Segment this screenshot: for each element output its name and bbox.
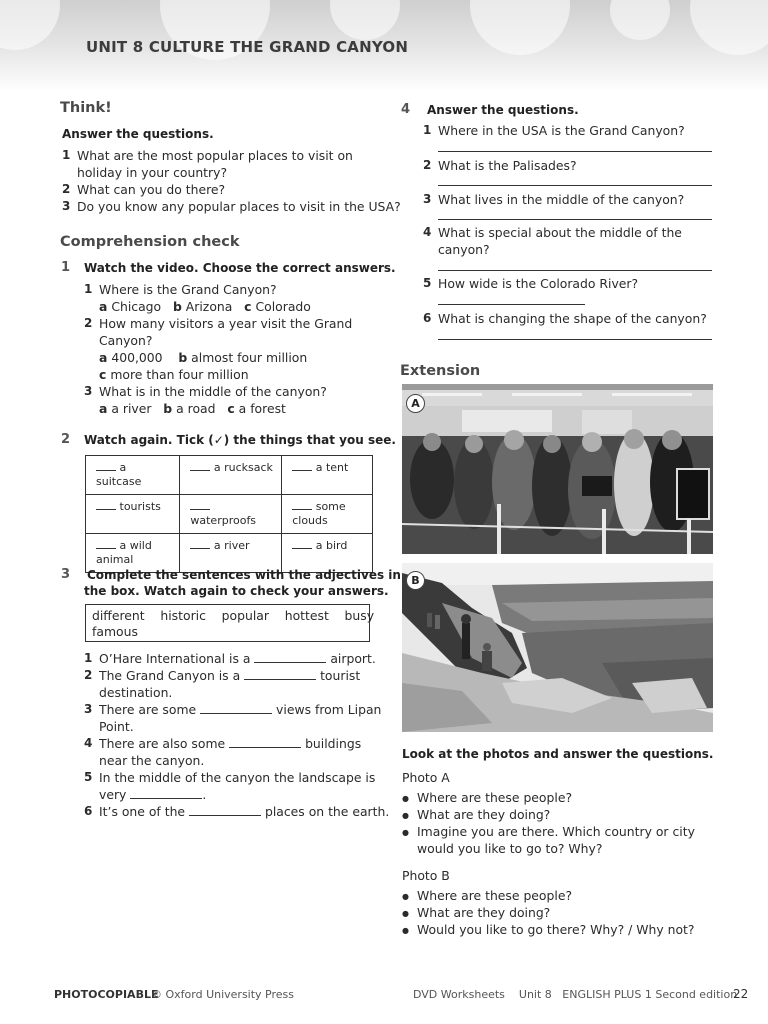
answer-line-2[interactable]: [438, 185, 712, 186]
tick-cell-tourists[interactable]: tourists: [86, 495, 180, 534]
think-instruction: Answer the questions.: [62, 127, 214, 141]
exercise-3-instruction-line-2: the box. Watch again to check your answers.: [84, 584, 389, 598]
answer-line-1[interactable]: [438, 151, 712, 152]
tick-cell-bird[interactable]: a bird: [282, 534, 373, 573]
sentence-2: 2 The Grand Canyon is a tourist destination.: [84, 668, 361, 700]
page-title: UNIT 8 CULTURE THE GRAND CANYON: [86, 38, 409, 56]
blank-1[interactable]: [254, 651, 326, 663]
canyon-landscape-image: [402, 563, 713, 732]
exercise-1-instruction: Watch the video. Choose the correct answers.: [84, 261, 396, 275]
footer-series: DVD Worksheets Unit 8 ENGLISH PLUS 1 Second edition: [413, 988, 738, 1001]
exercise-4-instruction: Answer the questions.: [427, 103, 579, 117]
blank-3[interactable]: [200, 702, 272, 714]
photo-a-airport: [402, 384, 713, 554]
exercise-3-number: 3: [61, 567, 71, 582]
extension-instruction: Look at the photos and answer the questions.: [402, 747, 714, 761]
photo-b-question-1: ● Where are these people?: [417, 887, 572, 904]
adjective-list-line-1: different historic popular hottest busy: [92, 608, 375, 623]
footer-photocopiable: PHOTOCOPIABLE: [54, 988, 159, 1001]
exercise-2-number: 2: [61, 432, 71, 447]
blank-4[interactable]: [229, 736, 301, 748]
exercise-3-instruction-line-1: Complete the sentences with the adjectives in: [87, 568, 401, 582]
tick-cell-rucksack[interactable]: a rucksack: [180, 456, 282, 495]
exercise-1-question-1: 1 Where is the Grand Canyon? a Chicago b Arizona c Colorado: [84, 282, 311, 314]
sentence-6: 6 It’s one of the places on the earth.: [84, 804, 390, 819]
photo-a-question-2: ● What are they doing?: [417, 806, 550, 823]
photo-a-question-3-cont: would you like to go to? Why?: [417, 841, 603, 856]
extension-heading: Extension: [400, 363, 481, 379]
photo-a-label: A: [406, 394, 425, 413]
tick-cell-suitcase[interactable]: a suitcase: [86, 456, 180, 495]
answer-line-3[interactable]: [438, 219, 712, 220]
adjective-box: [85, 604, 375, 642]
exercise-2-instruction: Watch again. Tick (✓) the things that you see.: [84, 433, 396, 447]
think-heading: Think!: [60, 100, 112, 116]
tick-cell-river[interactable]: a river: [180, 534, 282, 573]
comprehension-heading: Comprehension check: [60, 234, 240, 250]
photo-a-question-3: ● Imagine you are there. Which country or city: [417, 823, 695, 840]
exercise-1-question-2: 2 How many visitors a year visit the Grand Canyon? a 400,000 b almost four million c more than four million: [84, 316, 353, 382]
photo-b-question-2: ● What are they doing?: [417, 904, 550, 921]
photo-a-title: Photo A: [402, 770, 450, 785]
tick-cell-tent[interactable]: a tent: [282, 456, 373, 495]
blank-5[interactable]: [130, 787, 202, 799]
adjective-list-line-2: famous: [92, 624, 138, 639]
photo-b-label: B: [406, 571, 425, 590]
photo-a-question-1: ● Where are these people?: [417, 789, 572, 806]
sentence-1: 1 O’Hare International is a airport.: [84, 651, 376, 666]
sentence-3: 3 There are some views from Lipan Point.: [84, 702, 382, 734]
blank-2[interactable]: [244, 668, 316, 680]
answer-line-4[interactable]: [438, 270, 712, 271]
answer-line-6[interactable]: [438, 339, 712, 340]
tick-cell-wild-animal[interactable]: a wild animal: [86, 534, 180, 573]
blank-6[interactable]: [189, 804, 261, 816]
exercise-1-question-3: 3 What is in the middle of the canyon? a a river b a road c a forest: [84, 384, 327, 416]
photo-b-canyon: [402, 563, 713, 732]
tick-grid: [85, 455, 373, 573]
answer-line-5[interactable]: [438, 304, 585, 305]
exercise-4-number: 4: [401, 102, 411, 117]
sentence-4: 4 There are also some buildings near the canyon.: [84, 736, 362, 768]
page-number: 22: [733, 987, 749, 1001]
exercise-1-number: 1: [61, 260, 71, 275]
photo-b-question-3: ● Would you like to go there? Why? / Why not?: [417, 921, 694, 938]
tick-cell-clouds[interactable]: some clouds: [282, 495, 373, 534]
airport-crowd-image: [402, 384, 713, 554]
photo-b-title: Photo B: [402, 868, 450, 883]
sentence-5: 5 In the middle of the canyon the landscape is very .: [84, 770, 376, 802]
footer-publisher: © Oxford University Press: [151, 988, 295, 1001]
tick-cell-waterproofs[interactable]: waterproofs: [180, 495, 282, 534]
